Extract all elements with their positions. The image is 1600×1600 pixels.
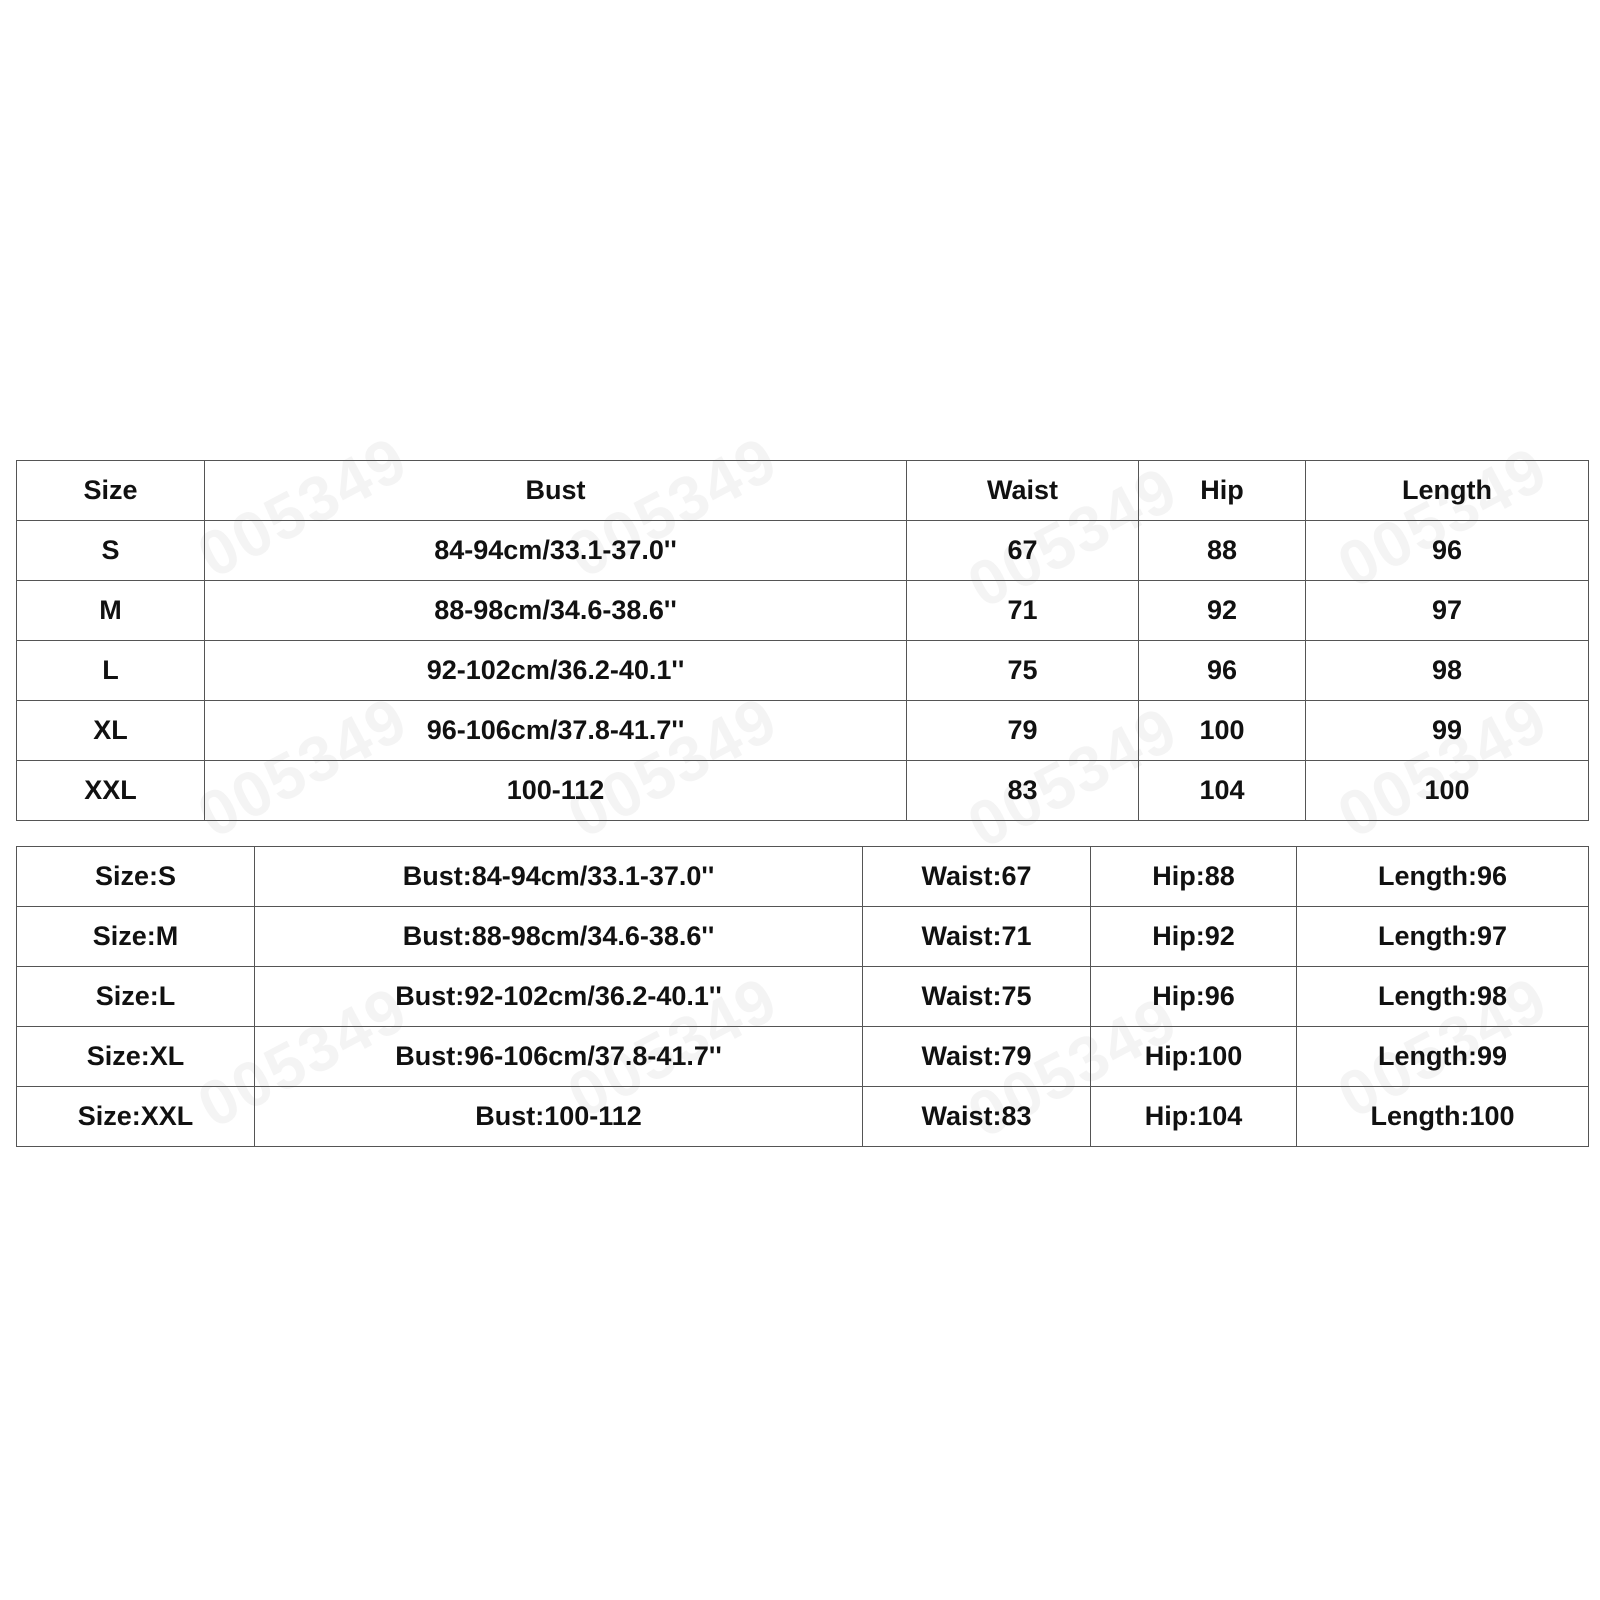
table-row (17, 1087, 1589, 1147)
waist-cell: 75 (907, 641, 1139, 701)
bust-cell: 84-94cm/33.1-37.0'' (205, 521, 907, 581)
size-cell: Size:L (17, 967, 255, 1027)
waist-cell: 67 (907, 521, 1139, 581)
size-chart-labeled-table (16, 846, 1589, 1147)
length-cell: 97 (1306, 581, 1589, 641)
hip-cell: 88 (1139, 521, 1306, 581)
length-cell: Length:97 (1297, 907, 1589, 967)
size-cell: M (17, 581, 205, 641)
length-cell: 100 (1306, 761, 1589, 821)
table-row (17, 847, 1589, 907)
waist-cell: Waist:67 (863, 847, 1091, 907)
bust-cell: Bust:84-94cm/33.1-37.0'' (255, 847, 863, 907)
waist-cell: 79 (907, 701, 1139, 761)
hip-cell: 100 (1139, 701, 1306, 761)
header-size: Size (17, 461, 205, 521)
hip-cell: 92 (1139, 581, 1306, 641)
hip-cell: Hip:88 (1091, 847, 1297, 907)
bust-cell: Bust:88-98cm/34.6-38.6'' (255, 907, 863, 967)
length-cell: Length:98 (1297, 967, 1589, 1027)
table-row (17, 701, 1589, 761)
table-row (17, 761, 1589, 821)
hip-cell: Hip:100 (1091, 1027, 1297, 1087)
waist-cell: Waist:75 (863, 967, 1091, 1027)
waist-cell: 71 (907, 581, 1139, 641)
length-cell: 98 (1306, 641, 1589, 701)
hip-cell: 96 (1139, 641, 1306, 701)
table-row (17, 581, 1589, 641)
header-hip: Hip (1139, 461, 1306, 521)
size-cell: Size:S (17, 847, 255, 907)
size-cell: XXL (17, 761, 205, 821)
size-cell: Size:M (17, 907, 255, 967)
table-header-row (17, 461, 1589, 521)
bust-cell: 88-98cm/34.6-38.6'' (205, 581, 907, 641)
waist-cell: Waist:83 (863, 1087, 1091, 1147)
length-cell: 96 (1306, 521, 1589, 581)
table-row (17, 641, 1589, 701)
table-row (17, 1027, 1589, 1087)
header-length: Length (1306, 461, 1589, 521)
size-cell: S (17, 521, 205, 581)
bust-cell: Bust:96-106cm/37.8-41.7'' (255, 1027, 863, 1087)
bust-cell: 96-106cm/37.8-41.7'' (205, 701, 907, 761)
waist-cell: 83 (907, 761, 1139, 821)
hip-cell: 104 (1139, 761, 1306, 821)
bust-cell: 92-102cm/36.2-40.1'' (205, 641, 907, 701)
table-row (17, 521, 1589, 581)
table-row (17, 907, 1589, 967)
size-cell: XL (17, 701, 205, 761)
bust-cell: 100-112 (205, 761, 907, 821)
size-cell: Size:XXL (17, 1087, 255, 1147)
length-cell: Length:96 (1297, 847, 1589, 907)
bust-cell: Bust:100-112 (255, 1087, 863, 1147)
hip-cell: Hip:96 (1091, 967, 1297, 1027)
size-chart-table (16, 460, 1589, 821)
size-cell: Size:XL (17, 1027, 255, 1087)
table-row (17, 967, 1589, 1027)
header-bust: Bust (205, 461, 907, 521)
hip-cell: Hip:104 (1091, 1087, 1297, 1147)
length-cell: Length:99 (1297, 1027, 1589, 1087)
header-waist: Waist (907, 461, 1139, 521)
waist-cell: Waist:79 (863, 1027, 1091, 1087)
length-cell: Length:100 (1297, 1087, 1589, 1147)
hip-cell: Hip:92 (1091, 907, 1297, 967)
waist-cell: Waist:71 (863, 907, 1091, 967)
size-cell: L (17, 641, 205, 701)
length-cell: 99 (1306, 701, 1589, 761)
bust-cell: Bust:92-102cm/36.2-40.1'' (255, 967, 863, 1027)
